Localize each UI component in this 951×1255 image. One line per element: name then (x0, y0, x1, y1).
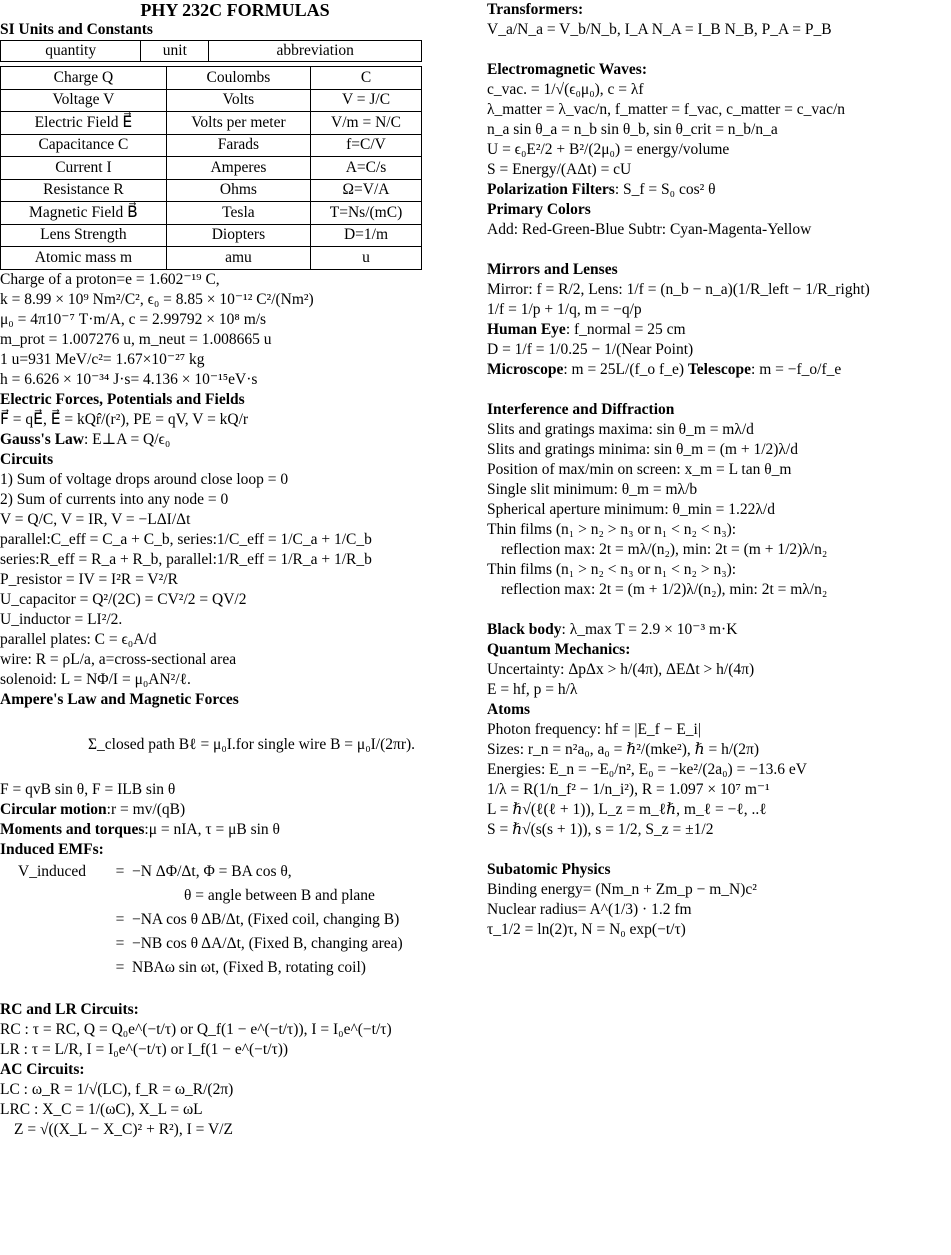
table-cell: Volts per meter (166, 112, 310, 135)
circuit-line: parallel plates: C = ϵ₀A/d (0, 630, 157, 648)
transformers-heading-text: Transformers (487, 1, 578, 18)
units-table-header (0, 40, 422, 62)
circular-text: :r = mv/(qB) (106, 800, 186, 818)
table-row (1, 134, 422, 157)
left-column (0, 0, 470, 1140)
subatomic-line: Nuclear radius= A^(1/3) · 1.2 fm (487, 901, 692, 918)
em-line: λ_matter = λ_vac/n, f_matter = f_vac, c_matter = c_vac/n (487, 101, 845, 118)
table-header-row (1, 41, 422, 62)
colors-heading: Primary Colors (487, 201, 591, 218)
emf-cell: −NA cos θ ΔB/Δt, (Fixed coil, changing B) (132, 910, 400, 928)
ac-line: Z = √((X_L − X_C)² + R²), I = V/Z (14, 1120, 233, 1138)
constant-line: μ₀ = 4π10⁻⁷ T·m/A, c = 2.99792 × 10⁸ m/s (0, 310, 267, 328)
subatomic-line: Binding energy= (Nm_n + Zm_p − m_N)c² (487, 881, 757, 898)
gauss-text: : E⊥A = Q/ϵ₀ (84, 430, 171, 448)
transformers-line: V_a/N_a = V_b/N_b, I_A N_A = I_B N_B, P_A = P_B (487, 21, 832, 38)
interference-line: Spherical aperture minimum: θ_min = 1.22λ/d (487, 501, 775, 518)
ampere-heading: Ampere's Law and Magnetic Forces (0, 690, 239, 708)
emf-cell: = (115, 910, 125, 928)
table-cell: amu (166, 247, 310, 270)
ac-line: LRC : X_C = 1/(ωC), X_L = ωL (0, 1100, 203, 1118)
bb-label: Black body (487, 621, 562, 638)
table-cell: Capacitance C (1, 134, 167, 157)
efp-heading: Electric Forces, Potentials and Fields (0, 390, 245, 408)
em-heading: Electromagnetic Waves: (487, 61, 647, 78)
em-heading-text: Electromagnetic Waves (487, 61, 642, 78)
interference-line: Single slit minimum: θ_m = mλ/b (487, 481, 698, 498)
emf-cell (0, 932, 108, 956)
constant-line: Charge of a proton=e = 1.602⁻¹⁹ C, (0, 270, 220, 288)
eye-label: Human Eye (487, 321, 566, 338)
ac-line: LC : ω_R = 1/√(LC), f_R = ω_R/(2π) (0, 1080, 234, 1098)
atoms-line: 1/λ = R(1/n_f² − 1/n_i²), R = 1.097 × 10⁷ m⁻¹ (487, 781, 770, 798)
atoms-line: L = ℏ√(ℓ(ℓ + 1)), L_z = m_ℓℏ, m_ℓ = −ℓ, ..ℓ (487, 801, 767, 818)
table-cell: Voltage V (1, 89, 167, 112)
interference-line: Thin films (n₁ > n₂ > n₃ or n₁ < n₂ < n₃): (487, 521, 737, 538)
interference-line: reflection max: 2t = mλ/(n₂), min: 2t = (m + 1/2)λ/n₂ (501, 541, 828, 558)
page-title: PHY 232C FORMULAS (140, 0, 330, 20)
table-cell: Resistance R (1, 179, 167, 202)
polar-line (487, 180, 951, 200)
constant-line: h = 6.626 × 10⁻³⁴ J·s= 4.136 × 10⁻¹⁵eV·s (0, 370, 258, 388)
moments-text: :μ = nIA, τ = μB sin θ (144, 820, 280, 838)
table-cell: Ω=V/A (311, 179, 422, 202)
atoms-line: Energies: E_n = −E₀/n², E₀ = −ke²/(2a₀) = −13.6 eV (487, 761, 808, 778)
circuit-line: V = Q/C, V = IR, V = −LΔI/Δt (0, 510, 191, 528)
table-cell: Volts (166, 89, 310, 112)
table-header-cell: abbreviation (209, 41, 422, 62)
circuit-line: solenoid: L = NΦ/I = μ₀AN²/ℓ. (0, 670, 191, 688)
em-line: U = ϵ₀E²/2 + B²/(2μ₀) = energy/volume (487, 141, 730, 158)
qm-heading-text: Quantum Mechanics (487, 641, 626, 658)
emf-block (0, 860, 470, 980)
table-header-cell: unit (141, 41, 209, 62)
ac-heading-text: AC Circuits (0, 1060, 80, 1078)
atoms-heading: Atoms (487, 701, 531, 718)
polar-text: : S_f = S₀ cos² θ (614, 181, 716, 198)
gauss-line (0, 430, 470, 450)
emf-cell (108, 884, 132, 908)
rc-line: RC : τ = RC, Q = Q₀e^(−t/τ) or Q_f(1 − e^(−t/τ)), I = I₀e^(−t/τ) (0, 1020, 392, 1038)
emf-row (0, 884, 470, 908)
table-header-cell: quantity (1, 41, 141, 62)
micro-tele-line (487, 360, 951, 380)
rc-heading: RC and LR Circuits: (0, 1000, 139, 1018)
bb-line (487, 620, 951, 640)
units-table (0, 66, 422, 270)
micro-text: : m = 25L/(f_o f_e) (563, 361, 688, 378)
qm-line: E = hf, p = h/λ (487, 681, 578, 698)
qm-block (487, 660, 951, 700)
table-cell: u (311, 247, 422, 270)
emf-cell: −NB cos θ ΔA/Δt, (Fixed B, changing area) (132, 934, 403, 952)
atoms-block (487, 720, 951, 840)
ac-heading: AC Circuits: (0, 1060, 85, 1078)
table-cell: Diopters (166, 224, 310, 247)
circuit-line: series:R_eff = R_a + R_b, parallel:1/R_eff = 1/R_a + 1/R_b (0, 550, 372, 568)
table-cell: Amperes (166, 157, 310, 180)
emf-cell: = (115, 934, 125, 952)
em-block (487, 80, 951, 180)
tele-label: Telescope (687, 361, 752, 378)
rc-block (0, 1020, 470, 1060)
em-line: S = Energy/(AΔt) = cU (487, 161, 632, 178)
table-cell: Electric Field E⃗ (1, 112, 167, 135)
tele-text: : m = −f_o/f_e (751, 361, 842, 378)
ampere-sum-formula: Σ_closed path Bℓ = μ₀I.for single wire B = μ₀I/(2πr). (88, 735, 416, 753)
table-cell: V = J/C (311, 89, 422, 112)
interference-line: reflection max: 2t = (m + 1/2)λ/(n₂), min: 2t = mλ/n₂ (501, 581, 828, 598)
circuit-line: 1) Sum of voltage drops around close loop = 0 (0, 470, 289, 488)
qm-line: Uncertainty: ΔpΔx > h/(4π), ΔEΔt > h/(4π) (487, 661, 755, 678)
mirrors-line: Mirror: f = R/2, Lens: 1/f = (n_b − n_a)(1/R_left − 1/R_right) (487, 281, 870, 298)
transformers-heading: Transformers: (487, 1, 584, 18)
moments-label: Moments and torques (0, 820, 145, 838)
constant-line: k = 8.99 × 10⁹ Nm²/C², ϵ₀ = 8.85 × 10⁻¹² C²/(Nm²) (0, 290, 314, 308)
table-row (1, 89, 422, 112)
table-row (1, 247, 422, 270)
emf-cell: V_induced (18, 862, 87, 880)
circular-line (0, 800, 470, 820)
moments-line (0, 820, 470, 840)
atoms-line: S = ℏ√(s(s + 1)), s = 1/2, S_z = ±1/2 (487, 821, 714, 838)
emf-cell (0, 908, 108, 932)
ac-block (0, 1080, 470, 1140)
interf-heading: Interference and Diffraction (487, 401, 675, 418)
sub-heading: Subatomic Physics (487, 861, 611, 878)
colors-line: Add: Red-Green-Blue Subtr: Cyan-Magenta-Yellow (487, 221, 812, 238)
table-cell: V/m = N/C (311, 112, 422, 135)
emf-cell: θ = angle between B and plane (184, 886, 375, 904)
emf-heading: Induced EMFs: (0, 840, 104, 858)
emf-row (0, 932, 470, 956)
table-cell: Atomic mass m (1, 247, 167, 270)
gauss-label: Gauss's Law (0, 430, 84, 448)
mirrors-line: 1/f = 1/p + 1/q, m = −q/p (487, 301, 642, 318)
table-row (1, 202, 422, 225)
constant-line: 1 u=931 MeV/c²= 1.67×10⁻²⁷ kg (0, 350, 205, 368)
table-cell: T=Ns/(mC) (311, 202, 422, 225)
table-cell: Charge Q (1, 67, 167, 90)
table-cell: Ohms (166, 179, 310, 202)
emf-cell: = (115, 862, 125, 880)
emf-row (0, 908, 470, 932)
atoms-line: Photon frequency: hf = |E_f − E_i| (487, 721, 701, 738)
eye-line2: D = 1/f = 1/0.25 − 1/(Near Point) (487, 341, 694, 358)
right-column (487, 0, 951, 940)
rc-line: LR : τ = L/R, I = I₀e^(−t/τ) or I_f(1 − e^(−t/τ)) (0, 1040, 289, 1058)
circuit-line: P_resistor = IV = I²R = V²/R (0, 570, 178, 588)
table-row (1, 157, 422, 180)
table-cell: Magnetic Field B⃗ (1, 202, 167, 225)
interference-line: Slits and gratings minima: sin θ_m = (m + 1/2)λ/d (487, 441, 798, 458)
table-cell: Lens Strength (1, 224, 167, 247)
qm-heading: Quantum Mechanics: (487, 641, 631, 658)
table-cell: A=C/s (311, 157, 422, 180)
micro-label: Microscope (487, 361, 564, 378)
circuit-line: wire: R = ρL/a, a=cross-sectional area (0, 650, 237, 668)
constants-block (0, 270, 470, 390)
table-row (1, 112, 422, 135)
table-cell: Farads (166, 134, 310, 157)
sub-block (487, 880, 951, 940)
table-cell: Tesla (166, 202, 310, 225)
emf-heading-text: Induced EMFs (0, 840, 99, 858)
circuit-line: 2) Sum of currents into any node = 0 (0, 490, 229, 508)
eye-text: : f_normal = 25 cm (565, 321, 686, 338)
subatomic-line: τ_1/2 = ln(2)τ, N = N₀ exp(−t/τ) (487, 921, 686, 938)
em-line: c_vac. = 1/√(ϵ₀μ₀), c = λf (487, 81, 644, 98)
emf-cell (0, 884, 108, 908)
circuits-block (0, 470, 470, 690)
emf-row (0, 860, 470, 884)
emf-cell (0, 956, 108, 980)
interf-block (487, 420, 951, 600)
emf-cell: NBAω sin ωt, (Fixed B, rotating coil) (132, 958, 366, 976)
atoms-line: Sizes: r_n = n²a₀, a₀ = ℏ²/(mke²), ℏ = h/(2π) (487, 741, 760, 758)
circular-label: Circular motion (0, 800, 107, 818)
table-cell: C (311, 67, 422, 90)
circuit-line: U_capacitor = Q²/(2C) = CV²/2 = QV/2 (0, 590, 247, 608)
mirrors-block (487, 280, 951, 320)
bb-text: : λ_max T = 2.9 × 10⁻³ m·K (561, 621, 738, 638)
emf-cell: = (115, 958, 125, 976)
table-row (1, 67, 422, 90)
circuit-line: parallel:C_eff = C_a + C_b, series:1/C_eff = 1/C_a + 1/C_b (0, 530, 372, 548)
table-cell: D=1/m (311, 224, 422, 247)
mirrors-heading: Mirrors and Lenses (487, 261, 618, 278)
table-cell: Coulombs (166, 67, 310, 90)
interference-line: Slits and gratings maxima: sin θ_m = mλ/d (487, 421, 754, 438)
table-cell: Current I (1, 157, 167, 180)
rc-heading-text: RC and LR Circuits (0, 1000, 134, 1018)
force-line: F = qvB sin θ, F = ILB sin θ (0, 780, 176, 798)
table-row (1, 179, 422, 202)
interference-line: Position of max/min on screen: x_m = L tan θ_m (487, 461, 792, 478)
circuit-line: U_inductor = LI²/2. (0, 610, 123, 628)
eye-line (487, 320, 951, 340)
interference-line: Thin films (n₁ > n₂ < n₃ or n₁ < n₂ > n₃): (487, 561, 737, 578)
emf-cell: −N ΔΦ/Δt, Φ = BA cos θ, (132, 862, 292, 880)
emf-row (0, 956, 470, 980)
constant-line: m_prot = 1.007276 u, m_neut = 1.008665 u (0, 330, 272, 348)
table-row (1, 224, 422, 247)
circuits-heading: Circuits (0, 450, 54, 468)
em-line: n_a sin θ_a = n_b sin θ_b, sin θ_crit = n_b/n_a (487, 121, 778, 138)
polar-label: Polarization Filters (487, 181, 615, 198)
efp-line: F⃗ = qE⃗, E⃗ = kQr̂/(r²), PE = qV, V = kQ/r (0, 410, 249, 428)
si-heading: SI Units and Constants (0, 21, 153, 38)
table-cell: f=C/V (311, 134, 422, 157)
